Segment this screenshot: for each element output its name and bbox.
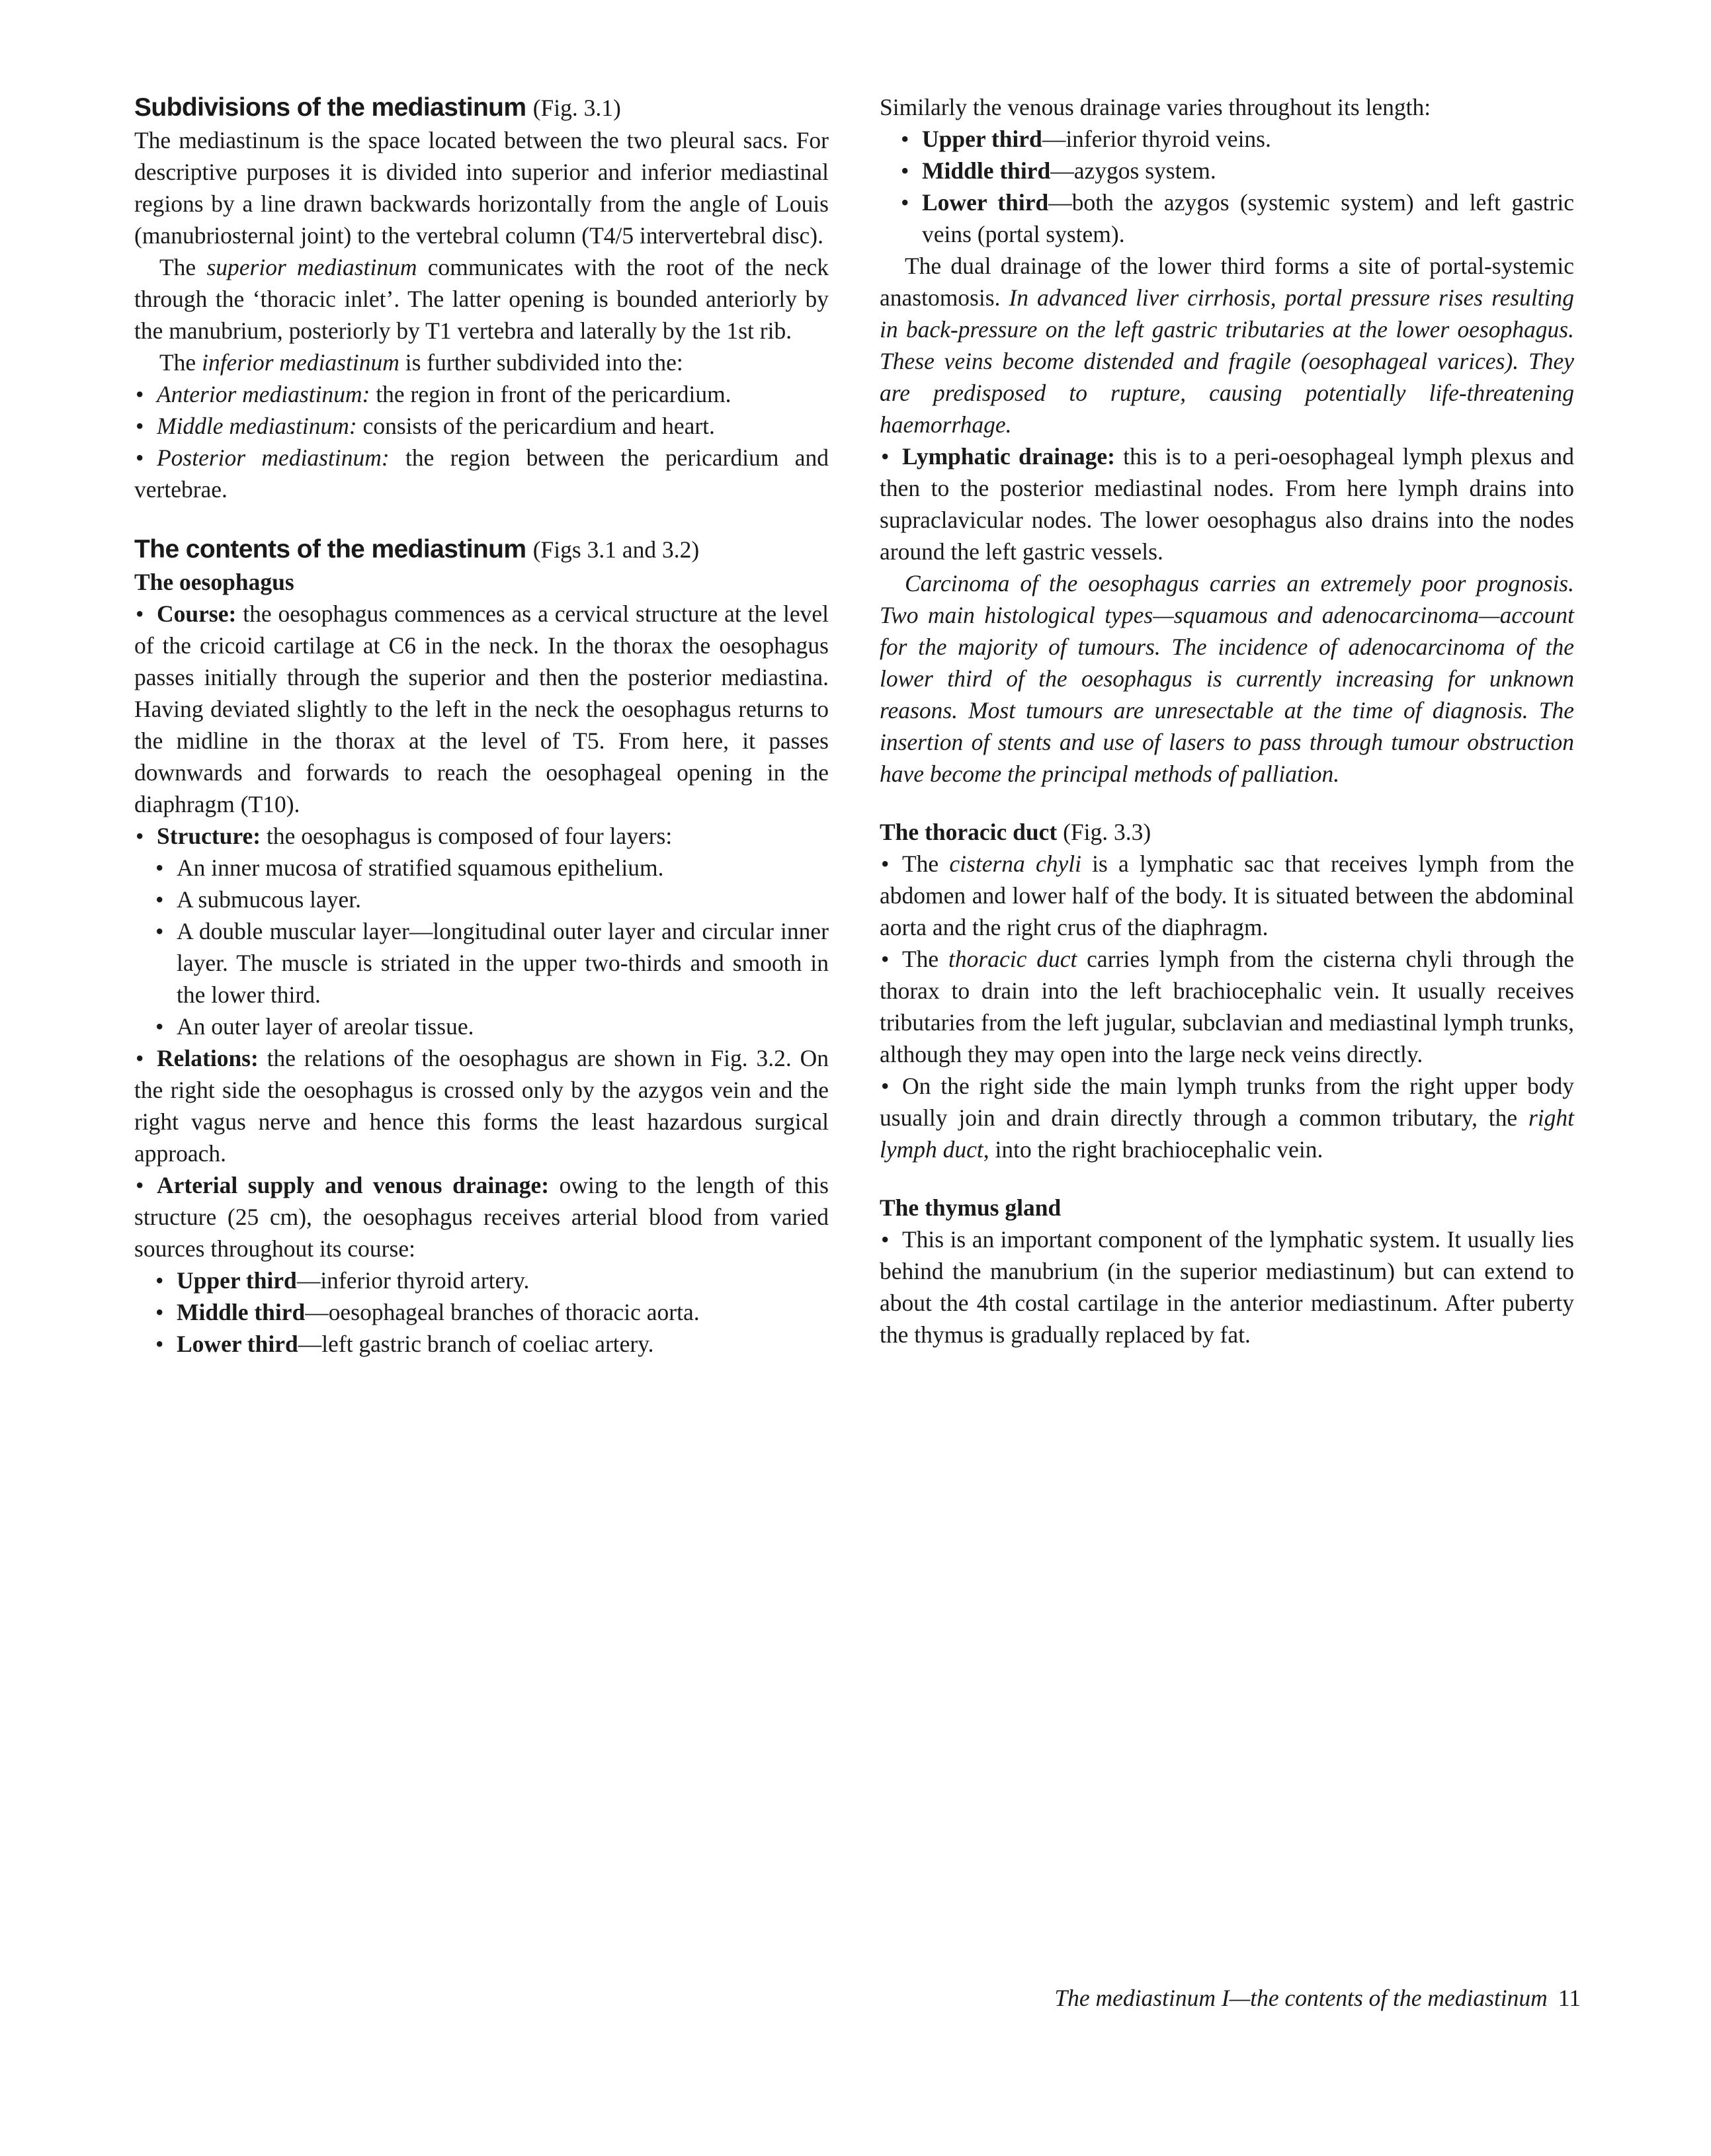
oesophagus-list [134,598,829,852]
list-item: • A submucous layer. [134,884,829,915]
running-title: The mediastinum I—the contents of the mediastinum [1054,1985,1548,2011]
list-item: • Upper third—inferior thyroid artery. [134,1265,829,1296]
section-heading-contents: The contents of the mediastinum (Figs 3.1 and 3.2) [134,535,700,563]
list-item-course: • Course: the oesophagus commences as a cervical structure at the level of the cricoid cartilage at C6 in the neck. In the thorax the oesophagus passes initially through the superior and then the posterior mediastina. Having deviated slightly to the left in the neck the oesophagus returns to the midline in the thorax at the level of T5. From here, it passes downwards and forwards to reach the oesophageal opening in the diaphragm (T10). [134,598,829,820]
right-column [880,91,1574,1350]
list-item: • Middle mediastinum: consists of the pericardium and heart. [134,410,829,442]
paragraph: Similarly the venous drainage varies throughout its length: [880,94,1431,120]
page-number: 11 [1558,1985,1581,2011]
paragraph: The superior mediastinum communicates with the root of the neck through the ‘thoracic inlet’. The latter opening is bounded anteriorly by the manubrium, posteriorly by T1 vertebra and laterally by the 1st rib. [134,254,829,344]
list-item-lymphatic: • Lymphatic drainage: this is to a peri-oesophageal lymph plexus and then to the posterior mediastinal nodes. From here lymph drains into supraclavicular nodes. The lower oesophagus also drains into the nodes around the left gastric vessels. [880,440,1574,567]
thymus-list [880,1223,1574,1350]
subdivision-list [134,378,829,505]
section-heading-subdivisions: Subdivisions of the mediastinum (Fig. 3.1) [134,93,621,122]
list-item: • Middle third—azygos system. [880,155,1574,187]
venous-list [880,123,1574,250]
list-item: • Lower third—both the azygos (systemic system) and left gastric veins (portal system). [880,187,1574,250]
list-item: • Upper third—inferior thyroid veins. [880,123,1574,155]
paragraph-carcinoma: Carcinoma of the oesophagus carries an extremely poor prognosis. Two main histological types—squamous and adenocarcinoma—account for the majority of tumours. The incidence of adenocarcinoma of the lower third of the oesophagus is currently increasing for unknown reasons. Most tumours are unresectable at the time of diagnosis. The insertion of stents and use of lasers to pass through tumour obstruction have become the principal methods of palliation. [880,570,1574,787]
list-item: • An outer layer of areolar tissue. [134,1011,829,1042]
subheading-oesophagus: The oesophagus [134,569,294,595]
list-item: • A double muscular layer—longitudinal outer layer and circular inner layer. The muscle is striated in the upper two-thirds and smooth in the lower third. [134,915,829,1011]
list-item-relations: • Relations: the relations of the oesophagus are shown in Fig. 3.2. On the right side the oesophagus is crossed only by the azygos vein and the right vagus nerve and hence this forms the least hazardous surgical approach. [134,1042,829,1169]
left-column [134,91,829,1360]
list-item: • This is an important component of the lymphatic system. It usually lies behind the manubrium (in the superior mediastinum) but can extend to about the 4th costal cartilage in the anterior mediastinum. After puberty the thymus is gradually replaced by fat. [880,1223,1574,1350]
oesophagus-list-cont [134,1042,829,1265]
list-item: • The thoracic duct carries lymph from the cisterna chyli through the thorax to drain into the left brachiocephalic vein. It usually receives tributaries from the left jugular, subclavian and mediastinal lymph trunks, although they may open into the large neck veins directly. [880,943,1574,1070]
list-item: • Middle third—oesophageal branches of thoracic aorta. [134,1296,829,1328]
list-item: • The cisterna chyli is a lymphatic sac that receives lymph from the abdomen and lower half of the body. It is situated between the abdominal aorta and the right crus of the diaphragm. [880,848,1574,943]
layers-list [134,852,829,1042]
page-footer [860,1984,1581,2012]
arterial-list [134,1265,829,1360]
list-item-arterial: • Arterial supply and venous drainage: owing to the length of this structure (25 cm), the oesophagus receives arterial blood from varied sources throughout its course: [134,1169,829,1265]
list-item: • On the right side the main lymph trunks from the right upper body usually join and drain directly through a common tributary, the right lymph duct, into the right brachiocephalic vein. [880,1070,1574,1165]
list-item: • Lower third—left gastric branch of coeliac artery. [134,1328,829,1360]
list-item-structure: • Structure: the oesophagus is composed of four layers: [134,820,829,852]
list-item: • An inner mucosa of stratified squamous epithelium. [134,852,829,884]
paragraph: The mediastinum is the space located between the two pleural sacs. For descriptive purposes it is divided into superior and inferior mediastinal regions by a line drawn backwards horizontally from the angle of Louis (manubriosternal joint) to the vertebral column (T4/5 intervertebral disc). [134,127,829,249]
lymph-list [880,440,1574,567]
subheading-thoracic-duct: The thoracic duct (Fig. 3.3) [880,819,1151,845]
paragraph: The dual drainage of the lower third forms a site of portal-systemic anastomosis. In advanced liver cirrhosis, portal pressure rises resulting in back-pressure on the left gastric tributaries at the lower oesophagus. These veins become distended and fragile (oesophageal varices). They are predisposed to rupture, causing potentially life-threatening haemorrhage. [880,253,1574,438]
subheading-thymus: The thymus gland [880,1194,1062,1221]
list-item: • Posterior mediastinum: the region between the pericardium and vertebrae. [134,442,829,505]
list-item: • Anterior mediastinum: the region in front of the pericardium. [134,378,829,410]
duct-list [880,848,1574,1165]
paragraph: The inferior mediastinum is further subdivided into the: [159,349,683,376]
